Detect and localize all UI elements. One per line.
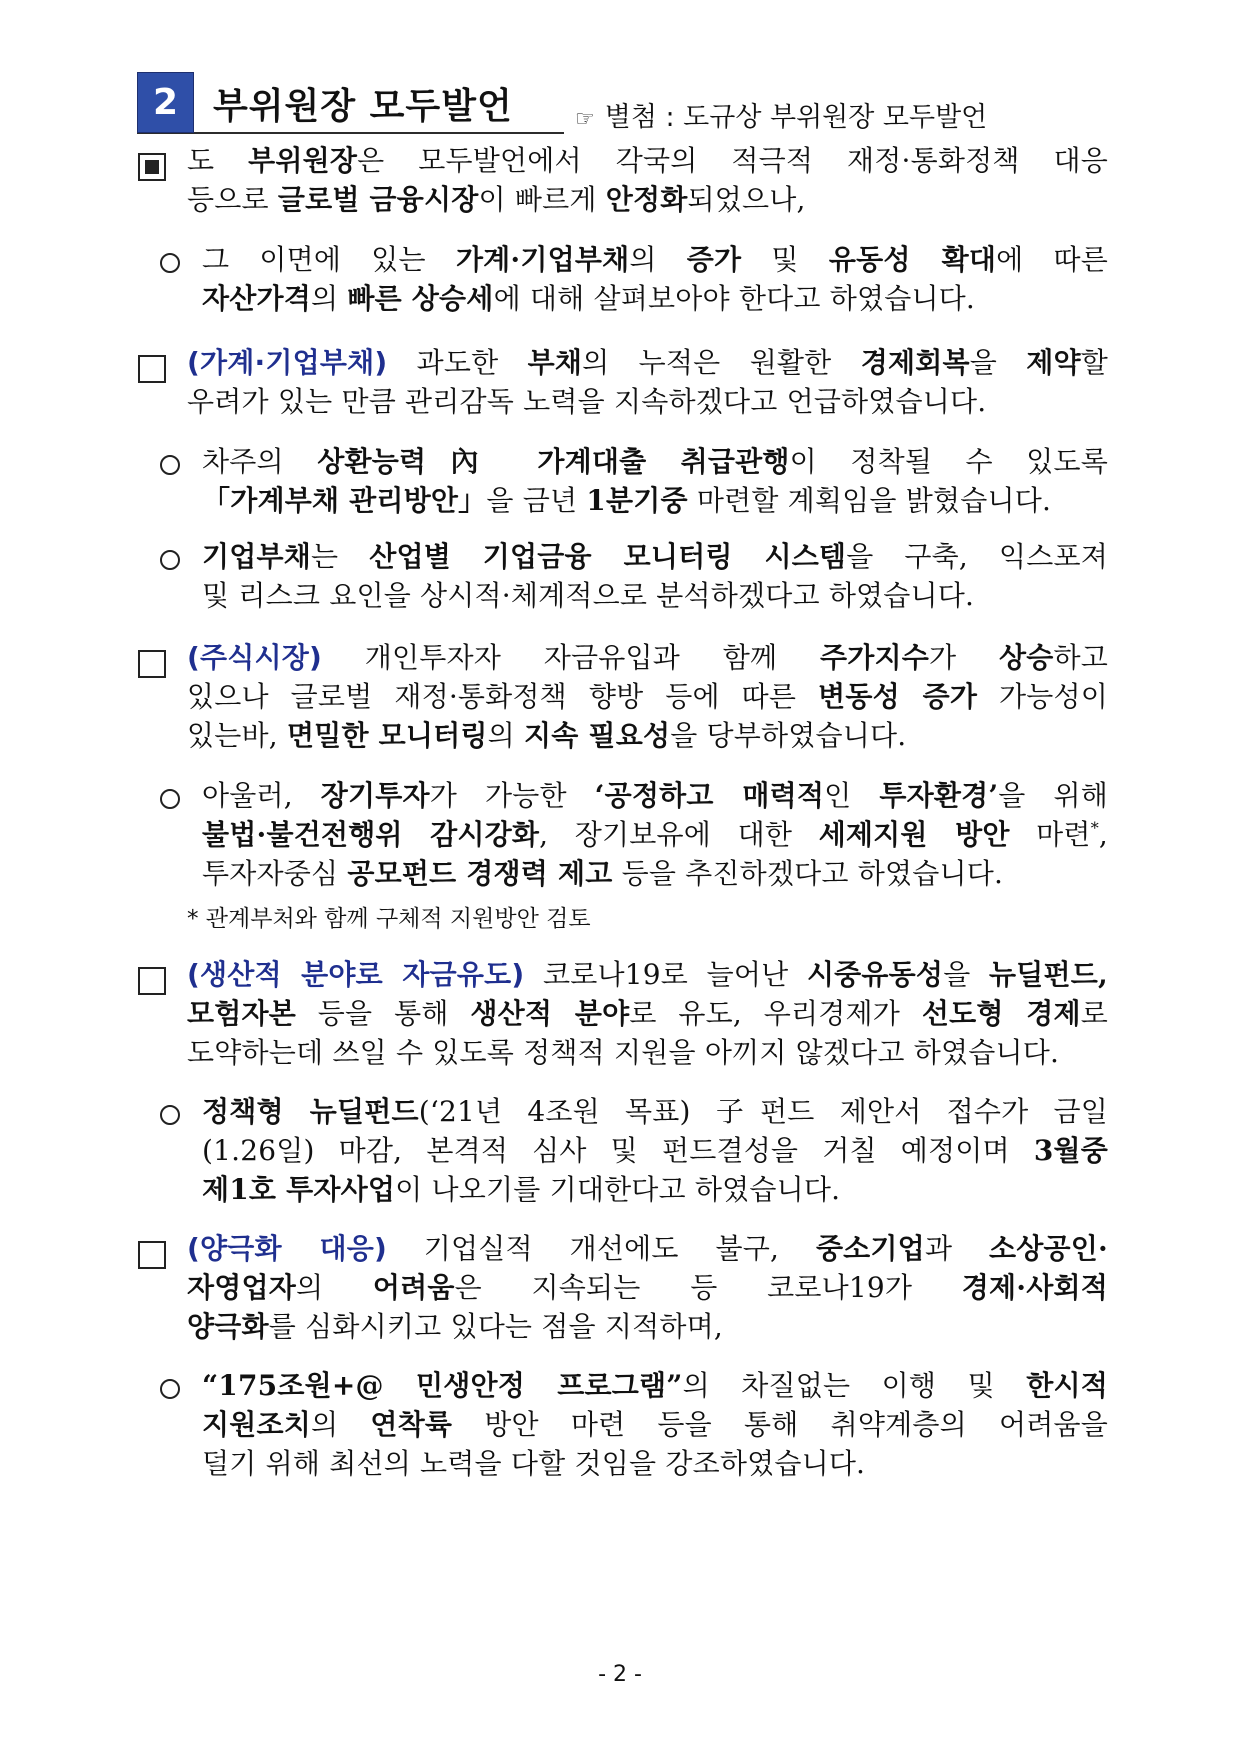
- polar-sub-line-3: 덜기 위해 최선의 노력을 다할 것임을 강조하였습니다.: [202, 1447, 866, 1480]
- stock-sub-line-2: 불법·불건전행위 감시강화, 장기보유에 대한 세제지원 방안 마련*,: [202, 818, 1108, 851]
- circle-bullet-icon: [160, 455, 180, 475]
- polar-line-1: (양극화 대응) 기업실적 개선에도 불구, 중소기업과 소상공인·: [187, 1232, 1108, 1265]
- stock-sub-line-3: 투자자중심 공모펀드 경쟁력 제고 등을 추진하겠다고 하였습니다.: [202, 857, 1004, 890]
- section-number: 2: [137, 72, 194, 133]
- circle-bullet-icon: [160, 789, 180, 809]
- debt-sub-line-4: 및 리스크 요인을 상시적·체계적으로 분석하겠다고 하였습니다.: [202, 579, 975, 612]
- productive-line-1: (생산적 분야로 자금유도) 코로나19로 늘어난 시중유동성을 뉴딜펀드,: [187, 958, 1108, 991]
- stock-line-2: 있으나 글로벌 재정·통화정책 향방 등에 따른 변동성 증가 가능성이: [187, 680, 1109, 713]
- productive-sub-line-2: (1.26일) 마감, 본격적 심사 및 펀드결성을 거칠 예정이며 3월중: [202, 1134, 1108, 1167]
- square-bullet-icon: [138, 1241, 166, 1269]
- pointing-hand-icon: ☞: [575, 107, 595, 132]
- stock-sub-line-1: 아울러, 장기투자가 가능한 ‘공정하고 매력적인 투자환경’을 위해: [202, 779, 1108, 812]
- stock-line-3: 있는바, 면밀한 모니터링의 지속 필요성을 당부하였습니다.: [187, 719, 907, 752]
- polar-sub-line-1: “175조원+@ 민생안정 프로그램”의 차질없는 이행 및 한시적: [202, 1369, 1109, 1402]
- productive-sub-line-1: 정책형 뉴딜펀드(‘21년 4조원 목표) 子펀드 제안서 접수가 금일: [202, 1095, 1108, 1128]
- footnote: * 관계부처와 함께 구체적 지원방안 검토: [187, 906, 591, 932]
- polar-line-2: 자영업자의 어려움은 지속되는 등 코로나19가 경제·사회적: [187, 1271, 1108, 1304]
- productive-line-2: 모험자본 등을 통해 생산적 분야로 유도, 우리경제가 선도형 경제로: [187, 997, 1108, 1030]
- square-bullet-icon: [138, 650, 166, 678]
- square-bullet-icon: [138, 967, 166, 995]
- polar-line-3: 양극화를 심화시키고 있다는 점을 지적하며,: [187, 1310, 723, 1343]
- circle-bullet-icon: [160, 253, 180, 273]
- section-header: [137, 72, 564, 134]
- polar-sub-line-2: 지원조치의 연착륙 방안 마련 등을 통해 취약계층의 어려움을: [202, 1408, 1108, 1441]
- attachment-note: [575, 95, 987, 134]
- page-number: - 2 -: [598, 1662, 642, 1687]
- circle-bullet-icon: [160, 1105, 180, 1125]
- stock-line-1: (주식시장) 개인투자자 자금유입과 함께 주가지수가 상승하고: [187, 641, 1108, 674]
- debt-sub-line-1: 차주의 상환능력內 가계대출 취급관행이 정착될 수 있도록: [202, 445, 1108, 478]
- square-bullet-icon: [138, 355, 166, 383]
- circle-bullet-icon: [160, 550, 180, 570]
- circle-bullet-icon: [160, 1379, 180, 1399]
- debt-line-2: 우려가 있는 만큼 관리감독 노력을 지속하겠다고 언급하였습니다.: [187, 385, 987, 418]
- intro-line-1: 도 부위원장은 모두발언에서 각국의 적극적 재정·통화정책 대응: [187, 144, 1108, 177]
- intro-sub-line-1: 그 이면에 있는 가계·기업부채의 증가 및 유동성 확대에 따른: [202, 243, 1108, 276]
- productive-line-3: 도약하는데 쓰일 수 있도록 정책적 지원을 아끼지 않겠다고 하였습니다.: [187, 1036, 1060, 1069]
- intro-sub-line-2: 자산가격의 빠른 상승세에 대해 살펴보아야 한다고 하였습니다.: [202, 282, 976, 315]
- debt-sub-line-2: 「가계부채 관리방안」을 금년 1분기중 마련할 계획임을 밝혔습니다.: [202, 484, 1052, 517]
- intro-line-2: 등으로 글로벌 금융시장이 빠르게 안정화되었으나,: [187, 183, 806, 216]
- attachment-text: 별첨 : 도규상 부위원장 모두발언: [604, 102, 988, 133]
- section-title: 부위원장 모두발언: [213, 86, 513, 127]
- debt-line-1: (가계·기업부채) 과도한 부채의 누적은 원활한 경제회복을 제약할: [187, 346, 1108, 379]
- debt-sub-line-3: 기업부채는 산업별 기업금융 모니터링 시스템을 구축, 익스포져: [202, 540, 1108, 573]
- filled-square-bullet-icon: [138, 153, 166, 181]
- productive-sub-line-3: 제1호 투자사업이 나오기를 기대한다고 하였습니다.: [202, 1173, 841, 1206]
